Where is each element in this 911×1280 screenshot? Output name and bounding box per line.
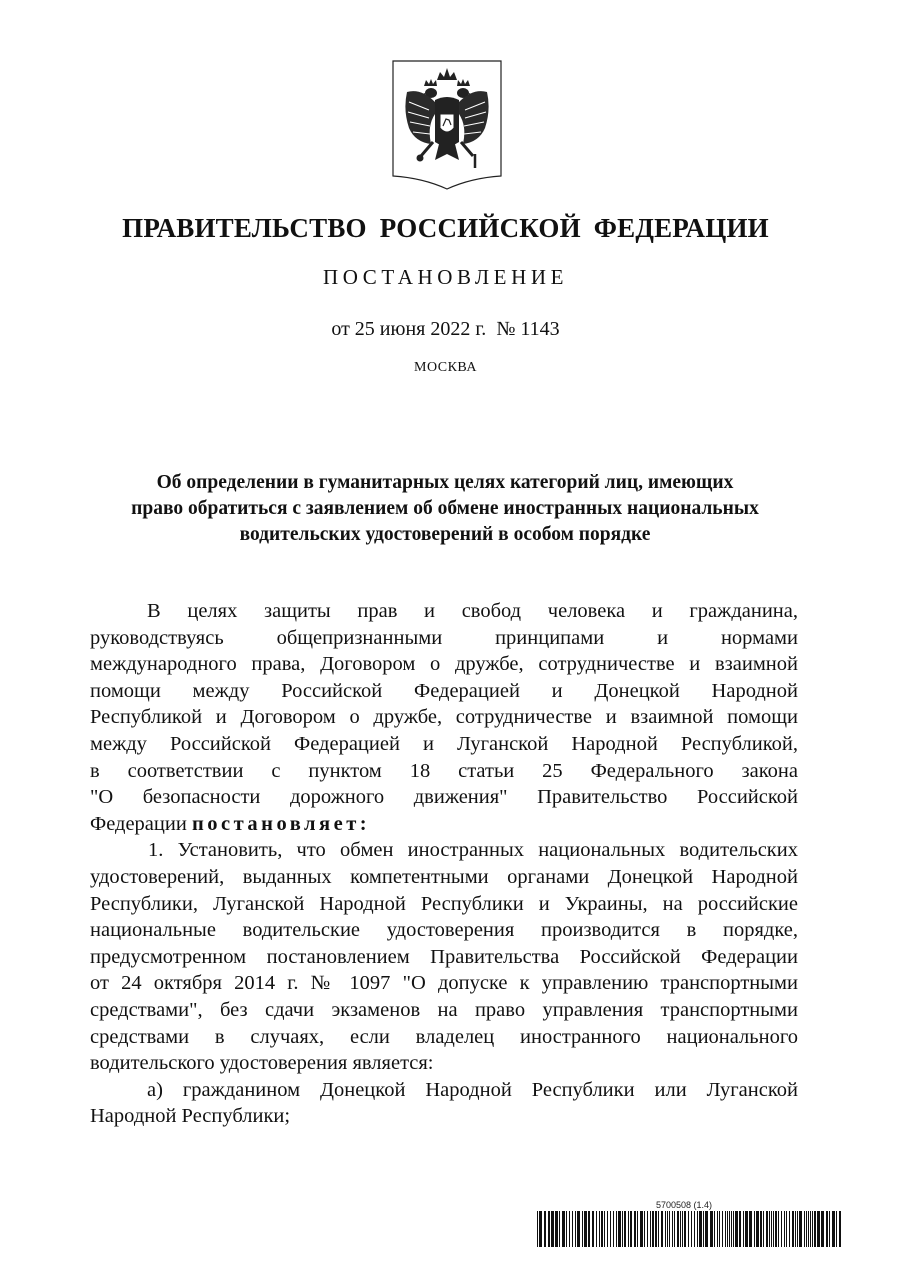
russian-coat-of-arms-icon (391, 58, 503, 190)
barcode-bar (773, 1211, 774, 1247)
barcode-bar (610, 1211, 611, 1247)
barcode-bar (577, 1211, 580, 1247)
barcode-bar (688, 1211, 689, 1247)
barcode-bar (795, 1211, 796, 1247)
barcode-bar (839, 1211, 841, 1247)
barcode-bar (599, 1211, 600, 1247)
body-line: Народной Республики; (90, 1105, 291, 1128)
barcode-bar (575, 1211, 576, 1247)
barcode-bar (661, 1211, 663, 1247)
title-line: право обратиться с заявлением об обмене иностранных национальных (131, 498, 759, 519)
barcode-bar (699, 1211, 702, 1247)
barcode-bar (622, 1211, 623, 1247)
body-line: а) гражданином Донецкой Народной Республики или Луганской (147, 1078, 798, 1101)
barcode-bar (821, 1211, 824, 1247)
barcode-bar (727, 1211, 728, 1247)
body-line: от 24 октября 2014 г. № 1097 "О допуске к управлению транспортными (90, 972, 798, 995)
barcode-bar (705, 1211, 708, 1247)
document-title (90, 470, 800, 548)
decrees-word: постановляет: (191, 812, 371, 835)
body-line: 1. Установить, что обмен иностранных национальных водительских (148, 839, 798, 862)
barcode-bar (731, 1211, 732, 1247)
barcode-bar (667, 1211, 668, 1247)
body-line: В целях защиты прав и свобод человека и гражданина, (147, 600, 798, 622)
barcode-bar (658, 1211, 659, 1247)
body-line: международного права, Договором о дружбе, сотрудничестве и взаимной (90, 653, 798, 676)
barcode-bar (652, 1211, 654, 1247)
barcode-bar (710, 1211, 713, 1247)
body-line: средствами в случаях, если владелец иностранного национального (90, 1025, 798, 1048)
barcode-bar (781, 1211, 782, 1247)
barcode-bar (766, 1211, 768, 1247)
barcode-bar (729, 1211, 730, 1247)
title-line: Об определении в гуманитарных целях категорий лиц, имеющих (156, 472, 734, 493)
barcode-bar (722, 1211, 723, 1247)
barcode-bar (789, 1211, 790, 1247)
barcode-bar (655, 1211, 657, 1247)
barcode-bar (836, 1211, 837, 1247)
barcode-bar (725, 1211, 726, 1247)
body-line: Республикой и Договором о дружбе, сотрудничестве и взаимной помощи (90, 706, 798, 729)
barcode-bar (680, 1211, 681, 1247)
body-line: водительского удостоверения является: (90, 1052, 434, 1075)
barcode-bar (745, 1211, 748, 1247)
barcode-bar (607, 1211, 608, 1247)
barcode-bar (640, 1211, 643, 1247)
barcode-bar (784, 1211, 785, 1247)
body-line: средствами", без сдачи экзаменов на право управления транспортными (90, 998, 798, 1021)
body-line: удостоверений, выданных компетентными органами Донецкой Народной (90, 865, 798, 888)
barcode-bar (582, 1211, 583, 1247)
barcode-bar (548, 1211, 550, 1247)
barcode-bar (804, 1211, 805, 1247)
barcode-bar (694, 1211, 695, 1247)
body-line: помощи между Российской Федерацией и Донецкой Народной (90, 679, 798, 702)
decree-number: № 1143 (496, 318, 560, 340)
barcode-bar (810, 1211, 811, 1247)
barcode-bar (786, 1211, 787, 1247)
document-type: ПОСТАНОВЛЕНИЕ (322, 265, 569, 289)
body-line: национальные водительские удостоверения производится в порядке, (90, 919, 798, 942)
barcode-bar (592, 1211, 594, 1247)
barcode-bar (572, 1211, 573, 1247)
barcode-bar (559, 1211, 560, 1247)
barcode-bar (771, 1211, 772, 1247)
barcode-bar (616, 1211, 617, 1247)
body-line: руководствуясь общепризнанными принципами и нормами (90, 626, 798, 649)
date-line (0, 318, 891, 341)
body-line (90, 811, 798, 838)
barcode-bar (832, 1211, 835, 1247)
barcode-bar (684, 1211, 686, 1247)
barcode-bar (814, 1211, 816, 1247)
barcode-bar (630, 1211, 632, 1247)
decree-date: от 25 июня 2022 г. (331, 318, 487, 340)
body-line: между Российской Федерацией и Луганской Народной Республикой, (90, 732, 798, 755)
barcode-bar (703, 1211, 704, 1247)
barcode-bar (674, 1211, 675, 1247)
barcode-bar (756, 1211, 759, 1247)
barcode-bar (544, 1211, 546, 1247)
title-line: водительских удостоверений в особом порядке (239, 524, 651, 545)
body-line: в соответствии с пунктом 18 статьи 25 Федерального закона (90, 759, 798, 782)
barcode-bar (624, 1211, 626, 1247)
barcode-bar (637, 1211, 638, 1247)
body-line: предусмотренном постановлением Правительства Российской Федерации (90, 945, 798, 968)
barcode-bar (644, 1211, 645, 1247)
barcode-bar (601, 1211, 603, 1247)
barcode-bar (604, 1211, 605, 1247)
barcode-icon (537, 1211, 844, 1247)
barcode-bar (735, 1211, 738, 1247)
barcode-bar (754, 1211, 755, 1247)
barcode-bar (555, 1211, 558, 1247)
barcode-bar (797, 1211, 798, 1247)
barcode-bar (743, 1211, 744, 1247)
barcode-bar (672, 1211, 673, 1247)
barcode-bar (817, 1211, 820, 1247)
document-body (90, 598, 798, 1130)
barcode-bar (812, 1211, 813, 1247)
barcode-bar (799, 1211, 802, 1247)
barcode-bar (566, 1211, 567, 1247)
barcode-bar (618, 1211, 621, 1247)
barcode-bar (808, 1211, 809, 1247)
barcode-bar (717, 1211, 718, 1247)
barcode-bar (677, 1211, 679, 1247)
barcode-bar (596, 1211, 597, 1247)
government-heading: ПРАВИТЕЛЬСТВО РОССИЙСКОЙ ФЕДЕРАЦИИ (122, 213, 769, 243)
barcode-bar (792, 1211, 794, 1247)
preamble-end: Федерации (90, 812, 187, 835)
barcode-bar (763, 1211, 764, 1247)
barcode-bar (588, 1211, 590, 1247)
barcode-bar (539, 1211, 542, 1247)
barcode-bar (739, 1211, 741, 1247)
barcode-bar (697, 1211, 698, 1247)
barcode-bar (665, 1211, 666, 1247)
barcode-bar (634, 1211, 636, 1247)
barcode-bar (719, 1211, 720, 1247)
barcode-bar (775, 1211, 777, 1247)
barcode-bar (826, 1211, 828, 1247)
body-line: "О безопасности дорожного движения" Правительство Российской (90, 786, 798, 809)
barcode-bar (650, 1211, 651, 1247)
barcode-bar (714, 1211, 715, 1247)
barcode-bar (682, 1211, 683, 1247)
barcode-bar (537, 1211, 538, 1247)
barcode-bar (647, 1211, 648, 1247)
barcode-bar (613, 1211, 614, 1247)
barcode-bar (829, 1211, 830, 1247)
barcode-bar (760, 1211, 762, 1247)
barcode-bar (778, 1211, 779, 1247)
barcode-bar (806, 1211, 807, 1247)
barcode-bar (569, 1211, 570, 1247)
barcode-bar (628, 1211, 629, 1247)
barcode-bar (733, 1211, 734, 1247)
barcode-bar (584, 1211, 587, 1247)
barcode-bar (769, 1211, 770, 1247)
barcode-bar (669, 1211, 670, 1247)
barcode-number: 5700508 (1.4) (656, 1200, 713, 1210)
body-line: Республики, Луганской Народной Республики и Украины, на российские (90, 892, 798, 915)
barcode-bar (562, 1211, 565, 1247)
city: МОСКВА (414, 360, 477, 375)
barcode-bar (551, 1211, 554, 1247)
barcode-bar (691, 1211, 692, 1247)
barcode-bar (749, 1211, 752, 1247)
